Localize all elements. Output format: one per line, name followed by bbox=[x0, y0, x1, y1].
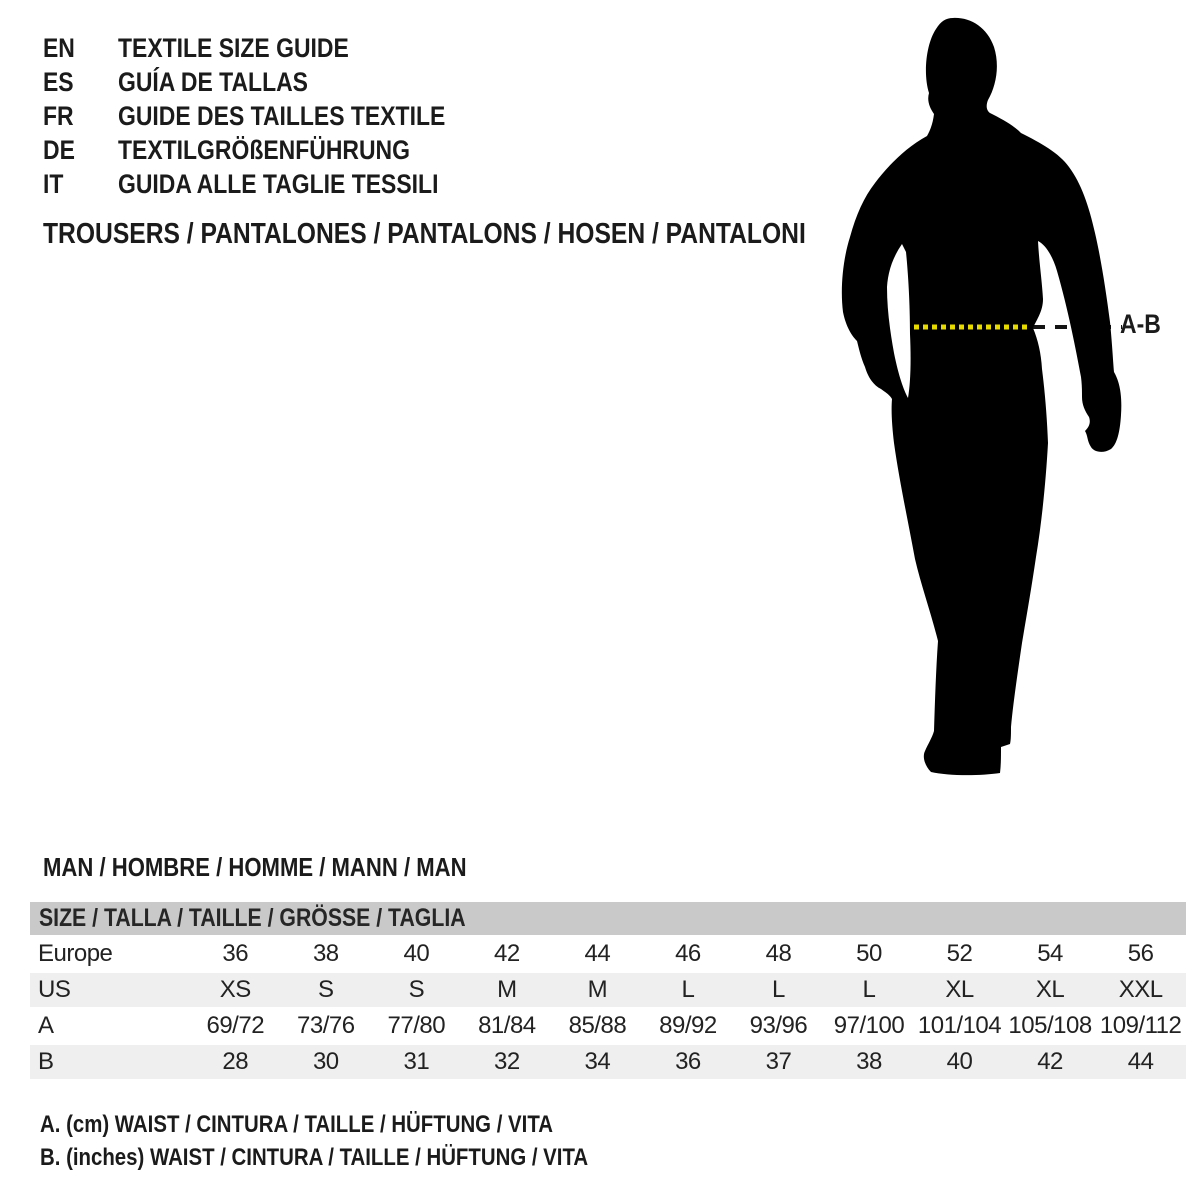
row-label: A bbox=[30, 1008, 190, 1044]
man-silhouette bbox=[842, 18, 1121, 775]
size-row-europe bbox=[30, 936, 1186, 972]
size-cell: 36 bbox=[643, 1044, 734, 1079]
size-cell: 101/104 bbox=[914, 1008, 1005, 1044]
size-table-header-cell: SIZE / TALLA / TAILLE / GRÖSSE / TAGLIA bbox=[30, 902, 1186, 936]
measurement-notes bbox=[40, 1108, 685, 1174]
size-cell: 34 bbox=[552, 1044, 643, 1079]
measure-label: A-B bbox=[1120, 309, 1161, 339]
language-row-es bbox=[43, 65, 503, 99]
row-label: US bbox=[30, 972, 190, 1008]
size-cell: 81/84 bbox=[462, 1008, 553, 1044]
size-cell: XXL bbox=[1095, 972, 1186, 1008]
size-table-header-row bbox=[30, 902, 1186, 936]
size-cell: 54 bbox=[1005, 936, 1096, 972]
language-code: DE bbox=[43, 134, 75, 165]
size-cell: 73/76 bbox=[281, 1008, 372, 1044]
size-cell: S bbox=[371, 972, 462, 1008]
language-title: TEXTILE SIZE GUIDE bbox=[118, 32, 349, 63]
size-cell: 42 bbox=[462, 936, 553, 972]
language-row-de bbox=[43, 133, 503, 167]
size-cell: L bbox=[643, 972, 734, 1008]
size-cell: L bbox=[824, 972, 915, 1008]
size-cell: 52 bbox=[914, 936, 1005, 972]
language-code: IT bbox=[43, 168, 64, 199]
size-cell: 109/112 bbox=[1095, 1008, 1186, 1044]
gender-section-title: MAN / HOMBRE / HOMME / MANN / MAN bbox=[43, 851, 467, 882]
language-row-en bbox=[43, 31, 503, 65]
size-cell: 31 bbox=[371, 1044, 462, 1079]
size-cell: 38 bbox=[281, 936, 372, 972]
size-cell: 105/108 bbox=[1005, 1008, 1096, 1044]
language-title: GUÍA DE TALLAS bbox=[118, 66, 308, 97]
size-row-a bbox=[30, 1008, 1186, 1044]
note-waist-inches: B. (inches) WAIST / CINTURA / TAILLE / HÜFTUNG / VITA bbox=[40, 1143, 589, 1171]
language-row-it bbox=[43, 167, 503, 201]
man-silhouette-figure bbox=[830, 0, 1130, 785]
language-title: GUIDE DES TAILLES TEXTILE bbox=[118, 100, 446, 131]
size-cell: 44 bbox=[552, 936, 643, 972]
language-title: TEXTILGRÖßENFÜHRUNG bbox=[118, 134, 410, 165]
language-title-list bbox=[43, 31, 503, 201]
size-cell: 44 bbox=[1095, 1044, 1186, 1079]
size-cell: 40 bbox=[371, 936, 462, 972]
size-cell: M bbox=[462, 972, 553, 1008]
size-cell: 28 bbox=[190, 1044, 281, 1079]
size-row-us bbox=[30, 972, 1186, 1008]
size-cell: 36 bbox=[190, 936, 281, 972]
size-cell: 77/80 bbox=[371, 1008, 462, 1044]
row-label: B bbox=[30, 1044, 190, 1079]
size-cell: 32 bbox=[462, 1044, 553, 1079]
size-row-b bbox=[30, 1044, 1186, 1079]
size-cell: 37 bbox=[733, 1044, 824, 1079]
size-cell: S bbox=[281, 972, 372, 1008]
size-cell: 50 bbox=[824, 936, 915, 972]
language-row-fr bbox=[43, 99, 503, 133]
size-cell: 30 bbox=[281, 1044, 372, 1079]
man-silhouette-svg bbox=[830, 0, 1130, 785]
language-code: EN bbox=[43, 32, 75, 63]
language-code: ES bbox=[43, 66, 74, 97]
product-category-title: TROUSERS / PANTALONES / PANTALONS / HOSEN / PANTALONI bbox=[43, 217, 806, 250]
size-cell: 46 bbox=[643, 936, 734, 972]
size-cell: 38 bbox=[824, 1044, 915, 1079]
size-cell: 85/88 bbox=[552, 1008, 643, 1044]
language-code: FR bbox=[43, 100, 74, 131]
note-waist-cm: A. (cm) WAIST / CINTURA / TAILLE / HÜFTUNG / VITA bbox=[40, 1110, 554, 1138]
size-cell: L bbox=[733, 972, 824, 1008]
size-cell: 48 bbox=[733, 936, 824, 972]
row-label: Europe bbox=[30, 936, 190, 972]
size-cell: 56 bbox=[1095, 936, 1186, 972]
size-cell: 93/96 bbox=[733, 1008, 824, 1044]
size-table bbox=[30, 902, 1186, 1079]
size-cell: M bbox=[552, 972, 643, 1008]
size-cell: XL bbox=[914, 972, 1005, 1008]
size-cell: 97/100 bbox=[824, 1008, 915, 1044]
size-cell: XL bbox=[1005, 972, 1096, 1008]
size-cell: 69/72 bbox=[190, 1008, 281, 1044]
language-title: GUIDA ALLE TAGLIE TESSILI bbox=[118, 168, 439, 199]
size-cell: XS bbox=[190, 972, 281, 1008]
size-cell: 40 bbox=[914, 1044, 1005, 1079]
size-cell: 89/92 bbox=[643, 1008, 734, 1044]
size-cell: 42 bbox=[1005, 1044, 1096, 1079]
